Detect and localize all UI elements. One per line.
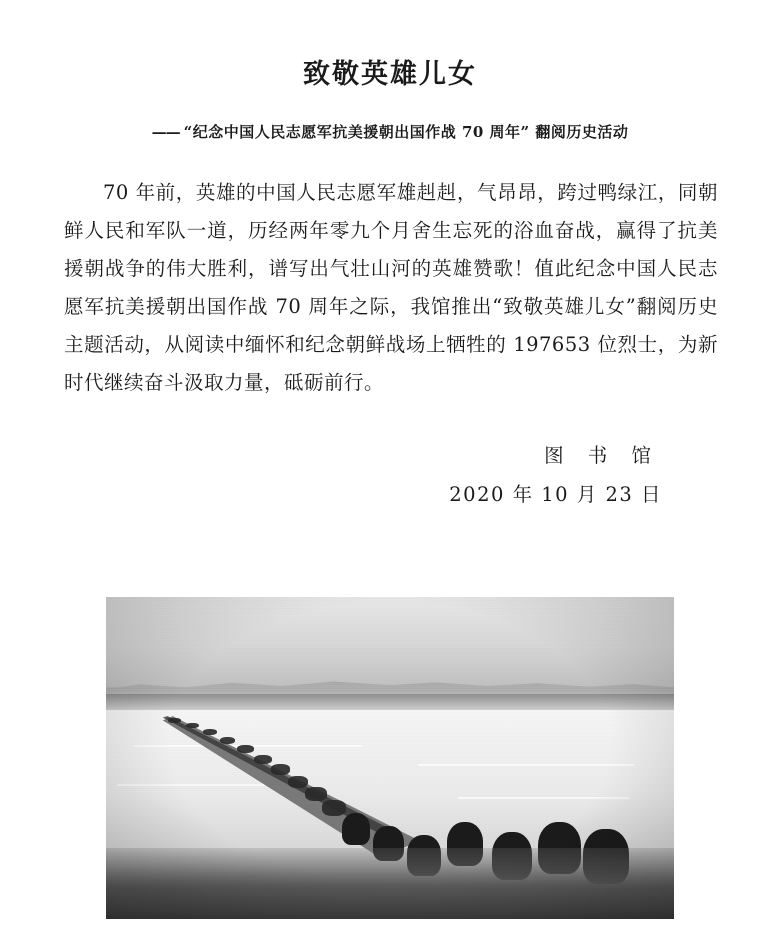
historical-photo [106, 597, 674, 919]
signature-date: 2020 年 10 月 23 日 [449, 483, 662, 507]
body-paragraph: 70 年前，英雄的中国人民志愿军雄赳赳，气昂昂，跨过鸭绿江，同朝鲜人民和军队一道，历经两年零九个月舍生忘死的浴血奋战，赢得了抗美援朝战争的伟大胜利，谱写出气壮山河的英雄赞歌！值此纪念中国人民志愿军抗美援朝出国作战 70 周年之际，我馆推出“致敬英雄儿女”翻阅历史主题活动，从阅读中缅怀和纪念朝鲜战场上牺牲的 197653 位烈士，为新时代继续奋斗汲取力量，砥砺前行。 [64, 181, 718, 395]
page-title: 致敬英雄儿女 [303, 59, 477, 90]
signature-block [60, 402, 720, 514]
page-subtitle [60, 91, 720, 142]
subtitle-text: “纪念中国人民志愿军抗美援朝出国作战 70 周年” 翻阅历史活动 [183, 123, 629, 141]
subtitle-dash: —— [151, 123, 180, 141]
photo-canvas [106, 597, 674, 919]
signer-name: 图 书 馆 [544, 444, 660, 468]
photo-grain [106, 597, 674, 919]
